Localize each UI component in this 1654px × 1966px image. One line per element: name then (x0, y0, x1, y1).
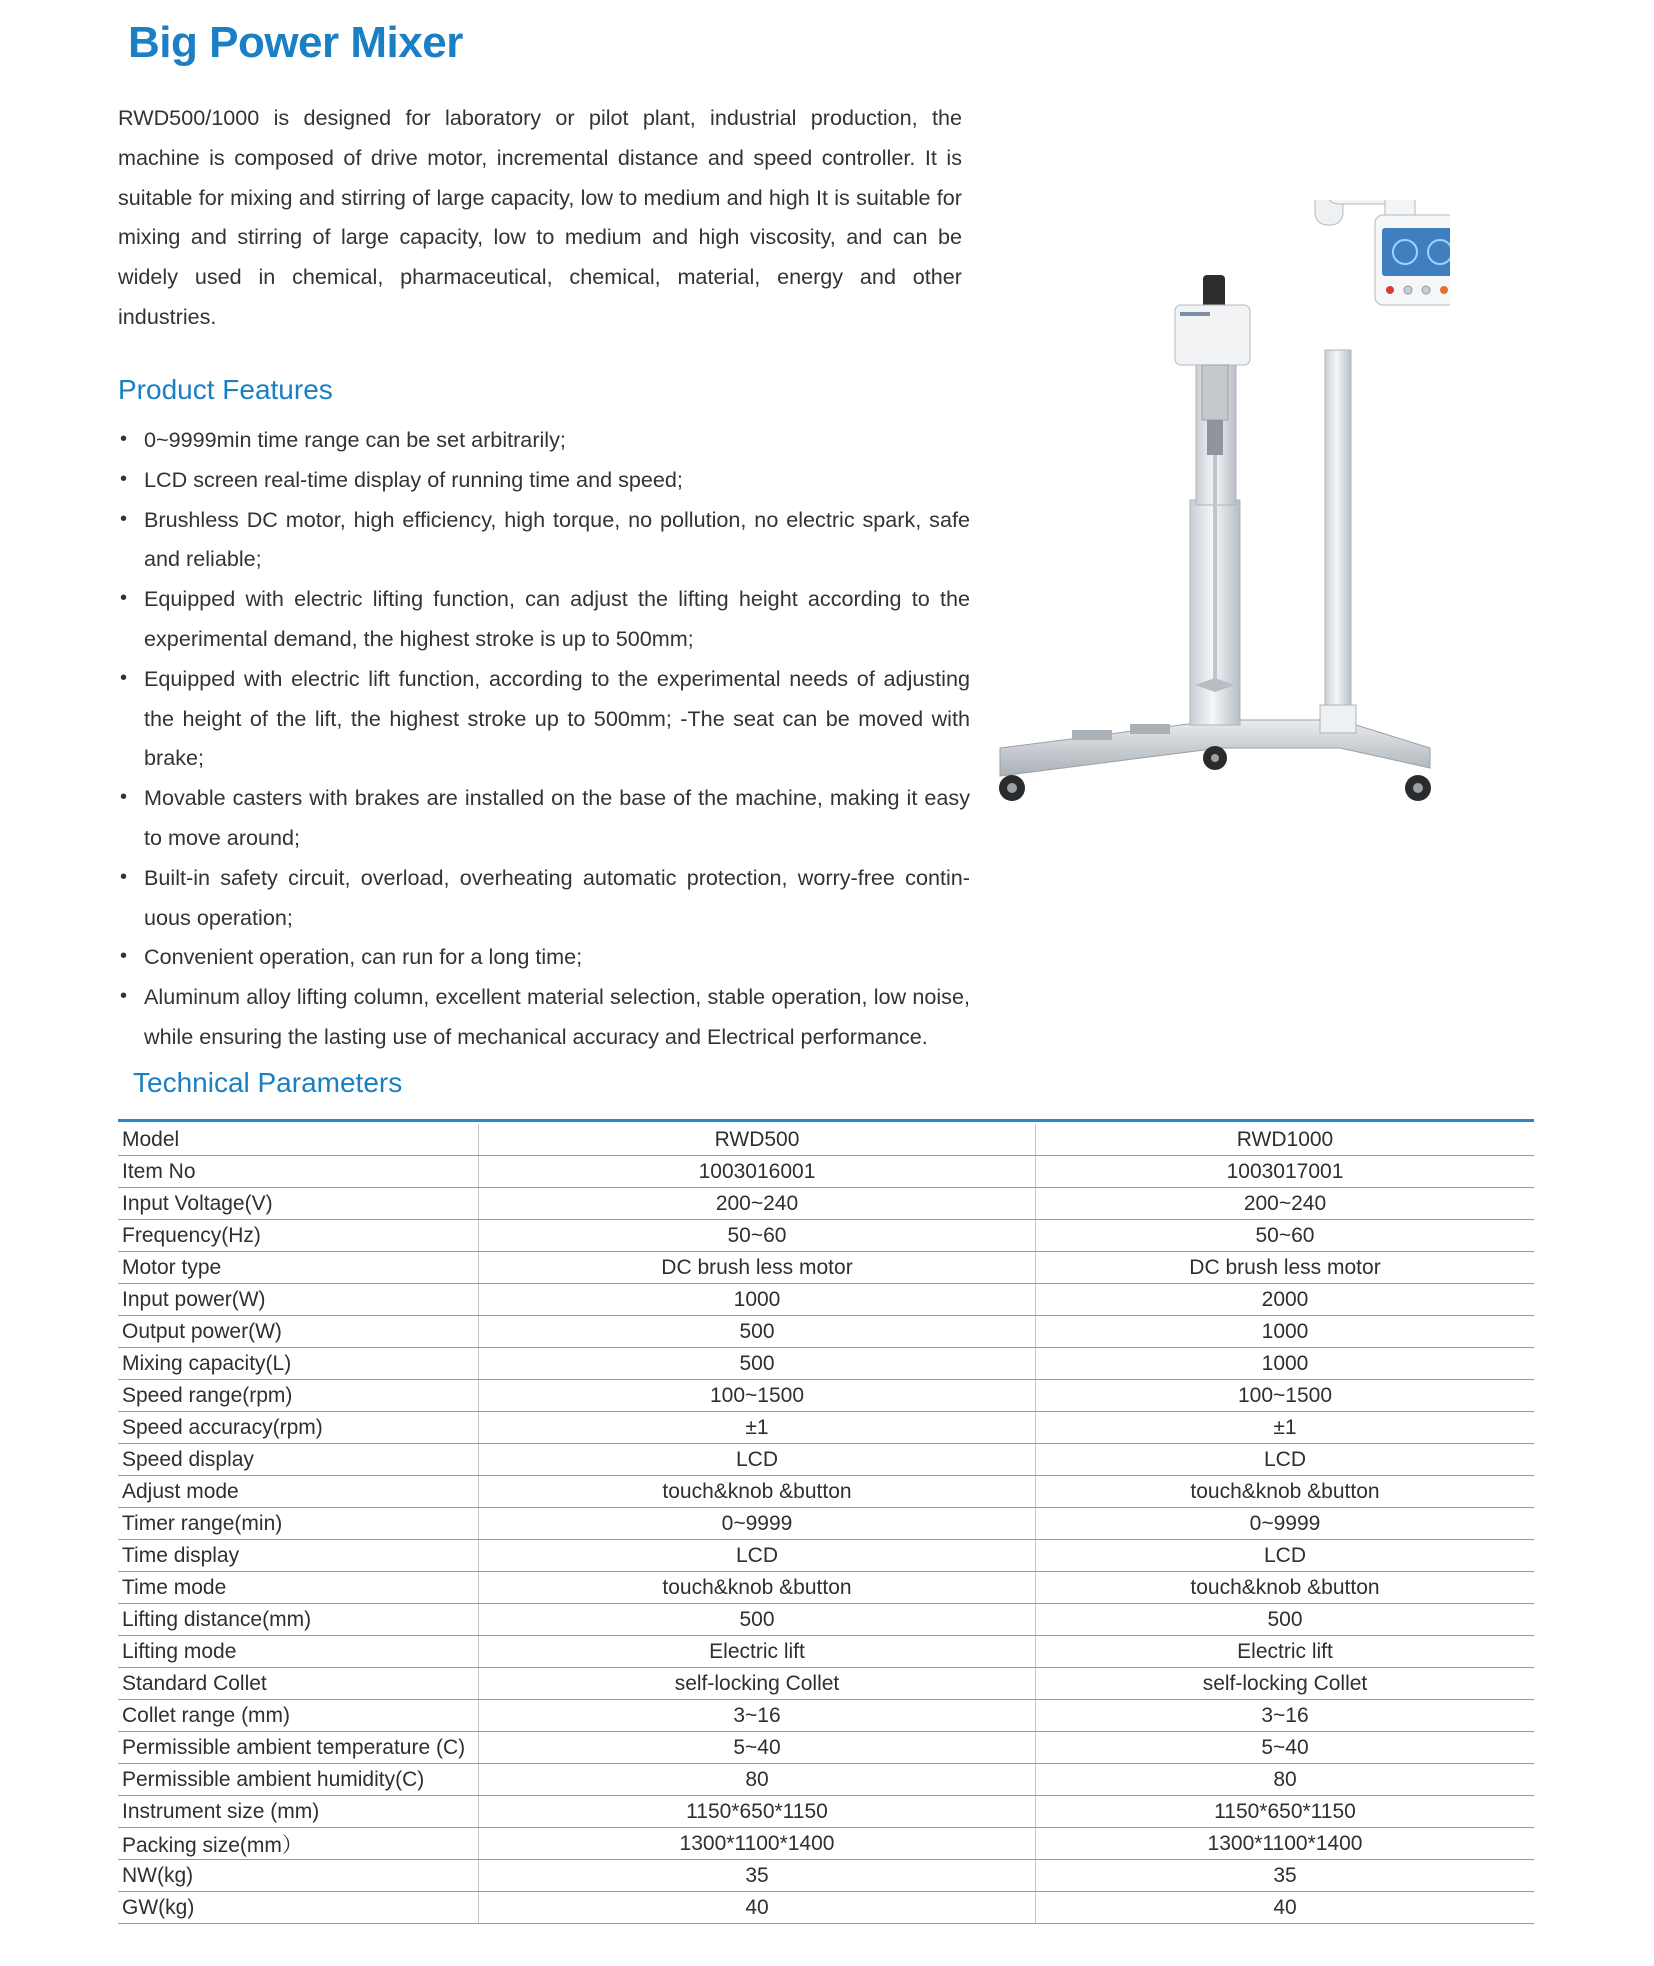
param-label: Mixing capacity(L) (118, 1348, 479, 1380)
feature-text: Brushless DC motor, high efficiency, high torque, no pollution, no electric spark, safe and reliable; (144, 506, 970, 572)
param-label: Packing size(mm） (118, 1828, 479, 1860)
feature-item (118, 937, 970, 977)
table-row (118, 1508, 1534, 1540)
feature-text: LCD screen real-time display of running time and speed; (144, 466, 683, 492)
bullet-icon: • (120, 467, 128, 490)
rwd1000-value: 5~40 (1036, 1732, 1535, 1764)
feature-item (118, 778, 970, 858)
features-heading: Product Features (118, 374, 333, 405)
bullet-icon: • (120, 786, 128, 809)
param-label: GW(kg) (118, 1892, 479, 1924)
table-row (118, 1476, 1534, 1508)
param-label: Permissible ambient temperature (C) (118, 1732, 479, 1764)
param-label: Lifting distance(mm) (118, 1604, 479, 1636)
rwd1000-value: 0~9999 (1036, 1508, 1535, 1540)
feature-text: Equipped with electric lift function, according to the experimental needs of adjusting the height of the lift, the highest stroke up to 500mm; -The seat can be moved with brake; (144, 665, 970, 771)
feature-text: Aluminum alloy lifting column, excellent material selection, stable operation, low noise, while ensuring the lasting use of mechanical accuracy and Electrical performance. (144, 984, 970, 1049)
table-row (118, 1604, 1534, 1636)
rwd500-value: LCD (479, 1540, 1036, 1572)
table-row (118, 1732, 1534, 1764)
rwd500-value: RWD500 (479, 1124, 1036, 1156)
feature-item (118, 500, 970, 580)
param-label: Adjust mode (118, 1476, 479, 1508)
rwd1000-value: 80 (1036, 1764, 1535, 1796)
feature-item (118, 858, 970, 938)
param-label: Lifting mode (118, 1636, 479, 1668)
param-label: Instrument size (mm) (118, 1796, 479, 1828)
table-row (118, 1540, 1534, 1572)
rwd500-value: LCD (479, 1444, 1036, 1476)
table-row (118, 1156, 1534, 1188)
rwd500-value: 0~9999 (479, 1508, 1036, 1540)
table-row (118, 1124, 1534, 1156)
feature-item (118, 659, 970, 778)
rwd1000-value: 100~1500 (1036, 1380, 1535, 1412)
features-list (118, 420, 970, 1057)
rwd1000-value: 1300*1100*1400 (1036, 1828, 1535, 1860)
heading-rule (118, 1119, 1534, 1122)
rwd500-value: 1003016001 (479, 1156, 1036, 1188)
bullet-icon: • (120, 428, 128, 450)
rwd500-value: 100~1500 (479, 1380, 1036, 1412)
table-row (118, 1284, 1534, 1316)
rwd500-value: 40 (479, 1892, 1036, 1924)
table-row (118, 1668, 1534, 1700)
feature-text: Built-in safety circuit, overload, overheating automatic protection, worry-free contin-uous operation; (144, 864, 970, 930)
param-label: Output power(W) (118, 1316, 479, 1348)
rwd500-value: 200~240 (479, 1188, 1036, 1220)
table-row (118, 1444, 1534, 1476)
feature-text: Convenient operation, can run for a long time; (144, 944, 583, 970)
param-label: Item No (118, 1156, 479, 1188)
rwd1000-value: 200~240 (1036, 1188, 1535, 1220)
param-label: Speed display (118, 1444, 479, 1476)
rwd500-value: 1150*650*1150 (479, 1796, 1036, 1828)
bullet-icon: • (120, 507, 128, 530)
rwd1000-value: 1000 (1036, 1316, 1535, 1348)
rwd500-value: 5~40 (479, 1732, 1036, 1764)
rwd500-value: 1000 (479, 1284, 1036, 1316)
table-row (118, 1412, 1534, 1444)
intro-paragraph: RWD500/1000 is designed for laboratory or pilot plant, industrial production, the machine is composed of drive motor, incremental distance and speed controller. It is suitable for mixing and stirring of large capacity, low to medium and high It is suitable for mixing and stirring of large capacity, low to medium and high viscosity, and can be widely used in chemical, pharmaceutical, chemical, material, energy and other industries. (118, 105, 962, 329)
param-label: Collet range (mm) (118, 1700, 479, 1732)
param-label: Frequency(Hz) (118, 1220, 479, 1252)
table-row (118, 1348, 1534, 1380)
rwd1000-value: 2000 (1036, 1284, 1535, 1316)
param-label: Motor type (118, 1252, 479, 1284)
table-row (118, 1860, 1534, 1892)
bullet-icon: • (120, 587, 128, 610)
rwd1000-value: touch&knob &button (1036, 1476, 1535, 1508)
rwd1000-value: RWD1000 (1036, 1124, 1535, 1156)
rwd1000-value: LCD (1036, 1540, 1535, 1572)
rwd1000-value: 500 (1036, 1604, 1535, 1636)
rwd500-value: 3~16 (479, 1700, 1036, 1732)
param-label: Time mode (118, 1572, 479, 1604)
rwd500-value: 50~60 (479, 1220, 1036, 1252)
rwd500-value: touch&knob &button (479, 1572, 1036, 1604)
bullet-icon: • (120, 985, 128, 1008)
table-row (118, 1380, 1534, 1412)
rwd500-value: ±1 (479, 1412, 1036, 1444)
rwd1000-value: ±1 (1036, 1412, 1535, 1444)
bullet-icon: • (120, 865, 128, 888)
rwd1000-value: 3~16 (1036, 1700, 1535, 1732)
table-row (118, 1796, 1534, 1828)
rwd500-value: 500 (479, 1604, 1036, 1636)
feature-item (118, 420, 970, 460)
table-row (118, 1764, 1534, 1796)
param-label: Input Voltage(V) (118, 1188, 479, 1220)
rwd1000-value: self-locking Collet (1036, 1668, 1535, 1700)
param-label: Speed accuracy(rpm) (118, 1412, 479, 1444)
rwd500-value: 500 (479, 1348, 1036, 1380)
table-row (118, 1188, 1534, 1220)
param-label: Model (118, 1124, 479, 1156)
bullet-icon: • (120, 945, 128, 968)
param-label: Input power(W) (118, 1284, 479, 1316)
param-label: Permissible ambient humidity(C) (118, 1764, 479, 1796)
rwd1000-value: 35 (1036, 1860, 1535, 1892)
param-label: Standard Collet (118, 1668, 479, 1700)
rwd500-value: Electric lift (479, 1636, 1036, 1668)
feature-text: Movable casters with brakes are installed on the base of the machine, making it easy to move around; (144, 785, 970, 850)
rwd1000-value: 40 (1036, 1892, 1535, 1924)
rwd1000-value: 1003017001 (1036, 1156, 1535, 1188)
param-label: NW(kg) (118, 1860, 479, 1892)
bullet-icon: • (120, 666, 128, 689)
param-label: Speed range(rpm) (118, 1380, 479, 1412)
feature-item (118, 579, 970, 659)
spec-table (118, 1124, 1534, 1924)
feature-item (118, 460, 970, 500)
table-row (118, 1700, 1534, 1732)
table-row (118, 1220, 1534, 1252)
rwd500-value: 35 (479, 1860, 1036, 1892)
feature-item (118, 977, 970, 1057)
rwd500-value: 500 (479, 1316, 1036, 1348)
rwd500-value: touch&knob &button (479, 1476, 1036, 1508)
rwd500-value: 1300*1100*1400 (479, 1828, 1036, 1860)
rwd1000-value: DC brush less motor (1036, 1252, 1535, 1284)
rwd1000-value: 50~60 (1036, 1220, 1535, 1252)
rwd1000-value: touch&knob &button (1036, 1572, 1535, 1604)
table-row (118, 1572, 1534, 1604)
rwd1000-value: Electric lift (1036, 1636, 1535, 1668)
tech-heading: Technical Parameters (133, 1067, 403, 1098)
table-row (118, 1828, 1534, 1860)
param-label: Timer range(min) (118, 1508, 479, 1540)
table-row (118, 1892, 1534, 1924)
param-label: Time display (118, 1540, 479, 1572)
product-image (990, 200, 1450, 820)
feature-text: Equipped with electric lifting function, can adjust the lifting height according to the experimental demand, the highest stroke is up to 500mm; (144, 586, 970, 651)
rwd500-value: self-locking Collet (479, 1668, 1036, 1700)
rwd500-value: DC brush less motor (479, 1252, 1036, 1284)
page-title: Big Power Mixer (128, 18, 463, 67)
rwd500-value: 80 (479, 1764, 1036, 1796)
rwd1000-value: 1150*650*1150 (1036, 1796, 1535, 1828)
rwd1000-value: LCD (1036, 1444, 1535, 1476)
table-row (118, 1636, 1534, 1668)
table-row (118, 1316, 1534, 1348)
table-row (118, 1252, 1534, 1284)
feature-text: 0~9999min time range can be set arbitrarily; (144, 427, 566, 452)
rwd1000-value: 1000 (1036, 1348, 1535, 1380)
